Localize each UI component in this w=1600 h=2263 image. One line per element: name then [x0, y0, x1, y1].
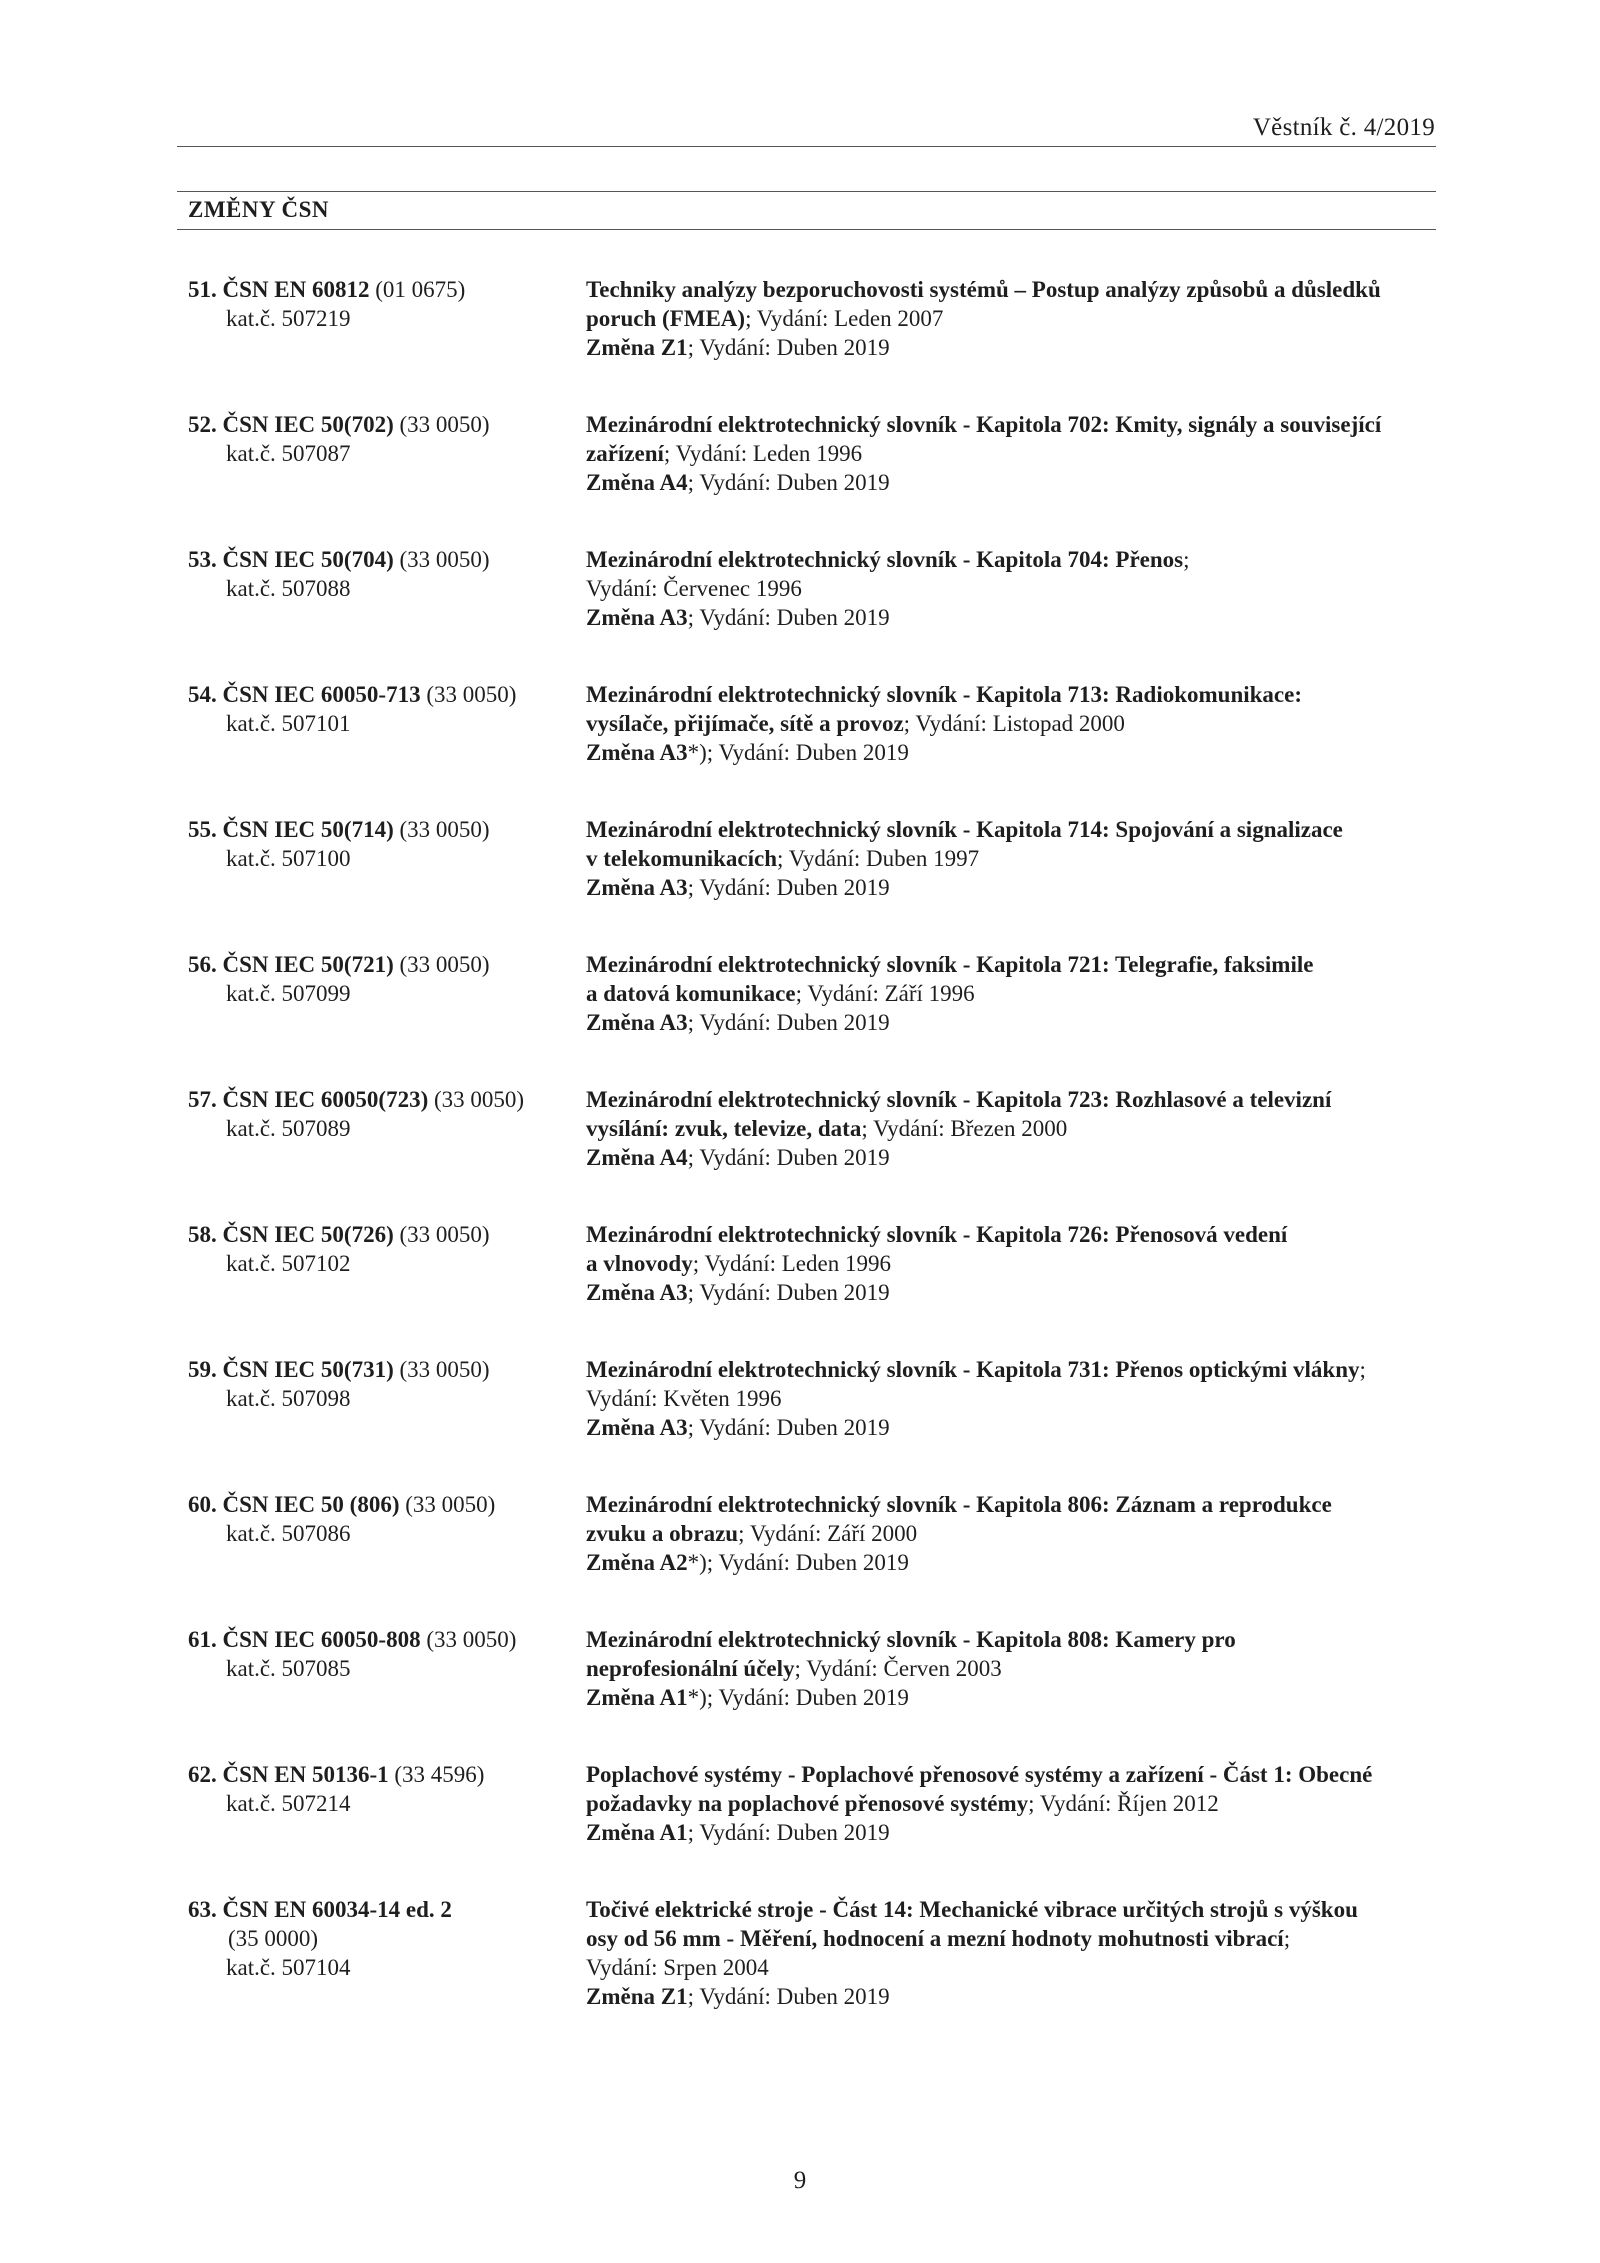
standard-title: Mezinárodní elektrotechnický slovník - Kapitola 714: Spojování a signalizace	[586, 817, 1343, 842]
standard-code: ČSN IEC 50(704)	[222, 547, 394, 572]
classification-code: (33 0050)	[399, 412, 490, 437]
entry-description	[586, 545, 1446, 632]
standard-title: Mezinárodní elektrotechnický slovník - Kapitola 731: Přenos optickými vlákny	[586, 1357, 1360, 1382]
change-date: ; Vydání: Duben 2019	[687, 470, 890, 495]
edition-date: Vydání: Červenec 1996	[586, 576, 802, 601]
entry-number: 54.	[188, 682, 217, 707]
edition-date: Vydání: Květen 1996	[586, 1386, 782, 1411]
catalog-number: kat.č. 507088	[226, 576, 351, 601]
standard-title-cont: zařízení	[586, 441, 664, 466]
entry-description	[586, 1760, 1446, 1847]
standard-title: Mezinárodní elektrotechnický slovník - Kapitola 704: Přenos	[586, 547, 1184, 572]
entry-identifier	[188, 1355, 568, 1413]
standard-entry	[0, 275, 1600, 410]
change-date: *); Vydání: Duben 2019	[687, 1685, 909, 1710]
catalog-number: kat.č. 507087	[226, 441, 351, 466]
standard-title: Mezinárodní elektrotechnický slovník - Kapitola 713: Radiokomunikace:	[586, 682, 1303, 707]
standard-entry	[0, 1490, 1600, 1625]
catalog-number: kat.č. 507098	[226, 1386, 351, 1411]
classification-code: (33 0050)	[399, 952, 490, 977]
classification-code: (33 4596)	[394, 1762, 485, 1787]
standard-entry	[0, 410, 1600, 545]
standard-code: ČSN IEC 50(702)	[222, 412, 394, 437]
change-label: Změna A3	[586, 1010, 688, 1035]
entry-description	[586, 1220, 1446, 1307]
change-date: ; Vydání: Duben 2019	[687, 1010, 890, 1035]
section-title: ZMĚNY ČSN	[188, 197, 330, 222]
standard-title-cont: v telekomunikacích	[586, 846, 778, 871]
page-number: 9	[793, 2167, 807, 2194]
entry-description	[586, 950, 1446, 1037]
change-label: Změna A4	[586, 470, 688, 495]
standard-entry	[0, 1760, 1600, 1895]
edition-date: Vydání: Srpen 2004	[586, 1955, 769, 1980]
title-suffix: ;	[1183, 547, 1190, 572]
standard-title-cont: požadavky na poplachové přenosové systémy	[586, 1791, 1029, 1816]
standard-entry	[0, 1895, 1600, 2055]
standard-title: Poplachové systémy - Poplachové přenosové systémy a zařízení - Část 1: Obecné	[586, 1762, 1373, 1787]
standard-title-cont: vysílání: zvuk, televize, data	[586, 1116, 862, 1141]
standard-code: ČSN IEC 50(721)	[222, 952, 394, 977]
standard-title-cont: vysílače, přijímače, sítě a provoz	[586, 711, 904, 736]
entry-description	[586, 1355, 1446, 1442]
standard-title: Mezinárodní elektrotechnický slovník - Kapitola 721: Telegrafie, faksimile	[586, 952, 1314, 977]
change-date: ; Vydání: Duben 2019	[687, 605, 890, 630]
standard-entry	[0, 815, 1600, 950]
edition-date: ; Vydání: Září 2000	[738, 1521, 918, 1546]
standard-code: ČSN IEC 60050(723)	[222, 1087, 429, 1112]
classification-code: (01 0675)	[375, 277, 466, 302]
standard-title: Mezinárodní elektrotechnický slovník - Kapitola 702: Kmity, signály a související	[586, 412, 1382, 437]
change-date: ; Vydání: Duben 2019	[687, 1145, 890, 1170]
change-label: Změna A3	[586, 1280, 688, 1305]
standard-title: Točivé elektrické stroje - Část 14: Mechanické vibrace určitých strojů s výškou	[586, 1897, 1358, 1922]
entry-description	[586, 1085, 1446, 1172]
standard-code: ČSN EN 50136-1	[222, 1762, 389, 1787]
classification-code: (33 0050)	[426, 682, 517, 707]
catalog-number: kat.č. 507089	[226, 1116, 351, 1141]
standard-code: ČSN EN 60034-14 ed. 2	[222, 1897, 452, 1922]
change-label: Změna Z1	[586, 1984, 688, 2009]
entry-number: 53.	[188, 547, 217, 572]
entry-number: 62.	[188, 1762, 217, 1787]
standard-title-cont: a datová komunikace	[586, 981, 796, 1006]
edition-date: ; Vydání: Září 1996	[795, 981, 975, 1006]
standard-code: ČSN IEC 50 (806)	[222, 1492, 400, 1517]
entry-identifier	[188, 1490, 568, 1548]
change-date: ; Vydání: Duben 2019	[687, 1280, 890, 1305]
edition-date: ; Vydání: Leden 2007	[745, 306, 944, 331]
standard-title-cont: neprofesionální účely	[586, 1656, 795, 1681]
change-label: Změna A3	[586, 740, 688, 765]
standard-code: ČSN IEC 50(714)	[222, 817, 394, 842]
edition-date: ; Vydání: Leden 1996	[663, 441, 863, 466]
entry-number: 57.	[188, 1087, 217, 1112]
classification-code: (33 0050)	[399, 817, 490, 842]
classification-code: (35 0000)	[228, 1926, 319, 1951]
bulletin-issue-title: Věstník č. 4/2019	[1252, 114, 1435, 141]
catalog-number: kat.č. 507104	[226, 1955, 351, 1980]
classification-code: (33 0050)	[399, 547, 490, 572]
catalog-number: kat.č. 507099	[226, 981, 351, 1006]
catalog-number: kat.č. 507086	[226, 1521, 351, 1546]
entry-description	[586, 1895, 1446, 2011]
change-label: Změna A3	[586, 875, 688, 900]
change-date: ; Vydání: Duben 2019	[687, 1820, 890, 1845]
edition-date: ; Vydání: Březen 2000	[861, 1116, 1068, 1141]
edition-date: ; Vydání: Leden 1996	[692, 1251, 891, 1276]
catalog-number: kat.č. 507219	[226, 306, 351, 331]
edition-date: ; Vydání: Říjen 2012	[1028, 1791, 1219, 1816]
title-suffix: ;	[1283, 1926, 1291, 1951]
entry-number: 56.	[188, 952, 217, 977]
classification-code: (33 0050)	[426, 1627, 517, 1652]
change-label: Změna A3	[586, 1415, 688, 1440]
classification-code: (33 0050)	[399, 1357, 490, 1382]
standard-code: ČSN EN 60812	[222, 277, 370, 302]
entry-description	[586, 1625, 1446, 1712]
catalog-number: kat.č. 507101	[226, 711, 351, 736]
header-rule	[177, 146, 1436, 147]
edition-date: ; Vydání: Listopad 2000	[903, 711, 1125, 736]
standard-title-cont: zvuku a obrazu	[586, 1521, 739, 1546]
entry-number: 60.	[188, 1492, 217, 1517]
catalog-number: kat.č. 507085	[226, 1656, 351, 1681]
entry-description	[586, 410, 1446, 497]
standard-title: Mezinárodní elektrotechnický slovník - Kapitola 806: Záznam a reprodukce	[586, 1492, 1332, 1517]
standard-code: ČSN IEC 60050-808	[222, 1627, 421, 1652]
standard-title-cont: a vlnovody	[586, 1251, 693, 1276]
catalog-number: kat.č. 507102	[226, 1251, 351, 1276]
change-label: Změna A4	[586, 1145, 688, 1170]
entry-description	[586, 275, 1446, 362]
entry-identifier	[188, 1625, 568, 1683]
classification-code: (33 0050)	[433, 1087, 525, 1112]
entry-description	[586, 680, 1446, 767]
edition-date: ; Vydání: Červen 2003	[794, 1656, 1002, 1681]
change-date: ; Vydání: Duben 2019	[687, 875, 890, 900]
catalog-number: kat.č. 507214	[226, 1791, 351, 1816]
standard-code: ČSN IEC 60050-713	[222, 682, 421, 707]
standard-title: Techniky analýzy bezporuchovosti systémů – Postup analýzy způsobů a důsledků	[586, 277, 1381, 302]
standard-entry	[0, 545, 1600, 680]
standard-title-cont: osy od 56 mm - Měření, hodnocení a mezní hodnoty mohutnosti vibrací	[586, 1926, 1284, 1951]
entry-number: 63.	[188, 1897, 217, 1922]
standard-entry	[0, 1085, 1600, 1220]
entry-number: 55.	[188, 817, 217, 842]
change-label: Změna A3	[586, 605, 688, 630]
entry-identifier	[188, 275, 568, 333]
change-date: *); Vydání: Duben 2019	[687, 740, 909, 765]
standard-title-cont: poruch (FMEA)	[586, 306, 746, 331]
change-date: ; Vydání: Duben 2019	[687, 1415, 890, 1440]
entry-identifier	[188, 1895, 568, 1982]
section-rule-bottom	[177, 229, 1436, 230]
entry-number: 51.	[188, 277, 217, 302]
catalog-number: kat.č. 507100	[226, 846, 351, 871]
standard-entry	[0, 1355, 1600, 1490]
entry-identifier	[188, 815, 568, 873]
entry-identifier	[188, 1085, 568, 1143]
entry-description	[586, 1490, 1446, 1577]
standards-list	[0, 275, 1600, 2055]
entry-identifier	[188, 410, 568, 468]
change-label: Změna Z1	[586, 335, 688, 360]
entry-description	[586, 815, 1446, 902]
entry-number: 61.	[188, 1627, 217, 1652]
entry-number: 59.	[188, 1357, 217, 1382]
standard-title: Mezinárodní elektrotechnický slovník - Kapitola 723: Rozhlasové a televizní	[586, 1087, 1332, 1112]
standard-title: Mezinárodní elektrotechnický slovník - Kapitola 808: Kamery pro	[586, 1627, 1236, 1652]
entry-identifier	[188, 1760, 568, 1818]
classification-code: (33 0050)	[405, 1492, 496, 1517]
change-label: Změna A1	[586, 1685, 688, 1710]
title-suffix: ;	[1359, 1357, 1366, 1382]
change-label: Změna A2	[586, 1550, 688, 1575]
section-rule-top	[177, 191, 1436, 192]
standard-code: ČSN IEC 50(731)	[222, 1357, 394, 1382]
change-date: ; Vydání: Duben 2019	[687, 1984, 890, 2009]
standard-entry	[0, 1625, 1600, 1760]
standard-entry	[0, 680, 1600, 815]
standard-entry	[0, 950, 1600, 1085]
standard-entry	[0, 1220, 1600, 1355]
entry-number: 52.	[188, 412, 217, 437]
edition-date: ; Vydání: Duben 1997	[777, 846, 980, 871]
entry-identifier	[188, 1220, 568, 1278]
entry-identifier	[188, 680, 568, 738]
standard-code: ČSN IEC 50(726)	[222, 1222, 394, 1247]
change-label: Změna A1	[586, 1820, 688, 1845]
change-date: ; Vydání: Duben 2019	[687, 335, 890, 360]
change-date: *); Vydání: Duben 2019	[687, 1550, 909, 1575]
entry-identifier	[188, 950, 568, 1008]
entry-number: 58.	[188, 1222, 217, 1247]
entry-identifier	[188, 545, 568, 603]
classification-code: (33 0050)	[399, 1222, 490, 1247]
standard-title: Mezinárodní elektrotechnický slovník - Kapitola 726: Přenosová vedení	[586, 1222, 1288, 1247]
